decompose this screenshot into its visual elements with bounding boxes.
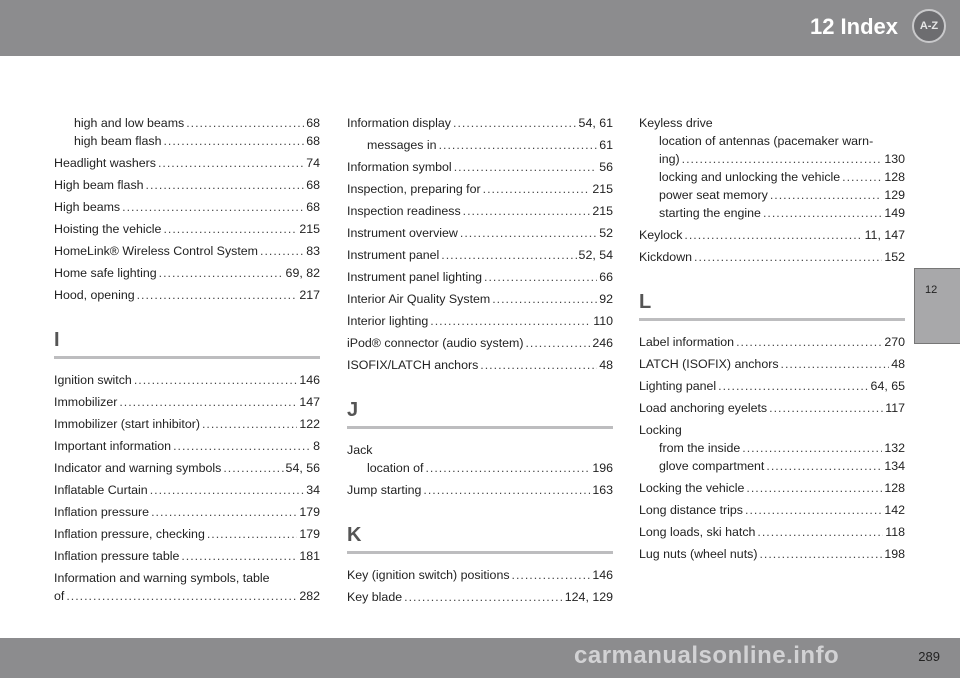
entry-term: Hood, opening bbox=[54, 288, 135, 302]
letter-rule bbox=[347, 426, 613, 429]
leader-dots bbox=[525, 334, 590, 352]
entries-k bbox=[347, 566, 613, 606]
entry-pages: 142 bbox=[884, 503, 905, 517]
entry-term: Inflatable Curtain bbox=[54, 483, 148, 497]
entry-pages: 128 bbox=[884, 481, 905, 495]
entries-k-cont bbox=[639, 168, 905, 266]
leader-dots bbox=[163, 132, 304, 150]
index-entry bbox=[54, 371, 320, 389]
leader-dots bbox=[158, 154, 304, 172]
entry-term: Information symbol bbox=[347, 160, 452, 174]
entry-term: Inspection readiness bbox=[347, 204, 461, 218]
index-entry bbox=[639, 501, 905, 519]
entry-pages: 132 bbox=[884, 441, 905, 455]
entry-pages: 215 bbox=[299, 222, 320, 236]
entry-pages: 282 bbox=[299, 589, 320, 603]
entry-pages: 110 bbox=[593, 314, 613, 328]
entry-term: Long loads, ski hatch bbox=[639, 525, 756, 539]
leader-dots bbox=[453, 114, 577, 132]
leader-dots bbox=[770, 186, 883, 204]
entry-term: high and low beams bbox=[74, 116, 185, 130]
entry-term: Important information bbox=[54, 439, 172, 453]
index-entry bbox=[54, 415, 320, 433]
index-column-1 bbox=[54, 114, 320, 609]
index-entry bbox=[54, 242, 320, 260]
leader-dots bbox=[151, 503, 297, 521]
entry-pages: 163 bbox=[592, 483, 613, 497]
chapter-side-tab[interactable] bbox=[914, 268, 960, 344]
entry-term: Indicator and warning symbols bbox=[54, 461, 222, 475]
entry-pages: 69, 82 bbox=[285, 266, 320, 280]
chapter-tab-label: 12 bbox=[925, 284, 938, 296]
leader-dots bbox=[460, 224, 597, 242]
letter-i: I bbox=[54, 329, 60, 351]
entry-term: high beam flash bbox=[74, 134, 162, 148]
entry-pages: 217 bbox=[299, 288, 320, 302]
index-subentry bbox=[639, 439, 905, 457]
leader-dots bbox=[119, 393, 297, 411]
leader-dots bbox=[430, 312, 591, 330]
leader-dots bbox=[484, 268, 597, 286]
entry-pages: 215 bbox=[592, 182, 613, 196]
index-entry bbox=[347, 180, 613, 198]
entry-term: Lug nuts (wheel nuts) bbox=[639, 547, 758, 561]
entry-term: HomeLink® Wireless Control System bbox=[54, 244, 258, 258]
index-entry bbox=[347, 158, 613, 176]
entry-pages: 246 bbox=[592, 336, 613, 350]
entry-term: Jump starting bbox=[347, 483, 422, 497]
index-subentry bbox=[54, 132, 320, 150]
index-entry bbox=[639, 333, 905, 351]
leader-dots bbox=[769, 399, 883, 417]
entry-pages: 83 bbox=[306, 244, 320, 258]
leader-dots bbox=[441, 246, 576, 264]
entry-pages: 146 bbox=[592, 568, 613, 582]
index-entry-head: Jack bbox=[347, 443, 373, 457]
entry-pages: 215 bbox=[592, 204, 613, 218]
entry-term: ing) bbox=[659, 152, 680, 166]
entry-pages: 52 bbox=[599, 226, 613, 240]
index-entry bbox=[347, 224, 613, 242]
leader-dots bbox=[150, 481, 305, 499]
index-entry bbox=[54, 264, 320, 282]
leader-dots bbox=[163, 220, 297, 238]
entry-term: location of bbox=[367, 461, 424, 475]
entry-term: Keylock bbox=[639, 228, 683, 242]
leader-dots bbox=[186, 114, 304, 132]
index-entry bbox=[639, 479, 905, 497]
index-entry bbox=[347, 356, 613, 374]
letter-rule bbox=[54, 356, 320, 359]
entry-term: iPod® connector (audio system) bbox=[347, 336, 524, 350]
entry-pages: 122 bbox=[299, 417, 320, 431]
letter-heading-l bbox=[639, 288, 905, 321]
leader-dots bbox=[746, 479, 882, 497]
leader-dots bbox=[781, 355, 890, 373]
index-subentry bbox=[347, 136, 613, 154]
entry-term: Inflation pressure bbox=[54, 505, 150, 519]
index-entry bbox=[347, 114, 613, 132]
leader-dots bbox=[757, 523, 883, 541]
leader-dots bbox=[718, 377, 868, 395]
leader-dots bbox=[159, 264, 284, 282]
leader-dots bbox=[439, 136, 598, 154]
leader-dots bbox=[512, 566, 591, 584]
index-subentry bbox=[639, 457, 905, 475]
entry-pages: 181 bbox=[299, 549, 320, 563]
letter-rule bbox=[347, 551, 613, 554]
entry-term: power seat memory bbox=[659, 188, 768, 202]
index-entry bbox=[54, 154, 320, 172]
index-entry bbox=[54, 587, 320, 605]
leader-dots bbox=[260, 242, 304, 260]
index-entry bbox=[639, 355, 905, 373]
watermark: carmanualsonline.info bbox=[574, 642, 840, 669]
index-entry bbox=[54, 481, 320, 499]
leader-dots bbox=[736, 333, 882, 351]
entries-i-cont bbox=[347, 114, 613, 374]
entry-pages: 152 bbox=[884, 250, 905, 264]
entry-pages: 74 bbox=[306, 156, 320, 170]
letter-j: J bbox=[347, 399, 359, 421]
entry-pages: 56 bbox=[599, 160, 613, 174]
entry-pages: 48 bbox=[599, 358, 613, 372]
leader-dots bbox=[134, 371, 297, 389]
entry-pages: 61 bbox=[599, 138, 613, 152]
index-entry bbox=[54, 393, 320, 411]
entry-pages: 54, 61 bbox=[578, 116, 613, 130]
entry-pages: 52, 54 bbox=[578, 248, 613, 262]
a-z-index-icon: A-Z bbox=[912, 9, 946, 43]
entry-pages: 196 bbox=[592, 461, 613, 475]
entry-pages: 146 bbox=[299, 373, 320, 387]
index-entry bbox=[54, 220, 320, 238]
leader-dots bbox=[742, 439, 882, 457]
entry-term: Load anchoring eyelets bbox=[639, 401, 768, 415]
entry-pages: 34 bbox=[306, 483, 320, 497]
entry-term: Kickdown bbox=[639, 250, 693, 264]
leader-dots bbox=[684, 226, 862, 244]
entry-pages: 68 bbox=[306, 200, 320, 214]
entry-pages: 48 bbox=[891, 357, 905, 371]
entry-pages: 147 bbox=[299, 395, 320, 409]
index-entry bbox=[639, 523, 905, 541]
entries-h bbox=[54, 114, 320, 304]
index-subentry bbox=[347, 459, 613, 477]
entry-pages: 118 bbox=[885, 525, 905, 539]
leader-dots bbox=[173, 437, 311, 455]
entry-term: messages in bbox=[367, 138, 437, 152]
entry-term: glove compartment bbox=[659, 459, 765, 473]
entry-pages: 179 bbox=[299, 527, 320, 541]
leader-dots bbox=[492, 290, 597, 308]
entry-pages: 198 bbox=[884, 547, 905, 561]
index-entry-head: Keyless drive bbox=[639, 116, 713, 130]
entry-term: LATCH (ISOFIX) anchors bbox=[639, 357, 779, 371]
entry-term: Interior Air Quality System bbox=[347, 292, 491, 306]
index-entry bbox=[347, 290, 613, 308]
leader-dots bbox=[181, 547, 297, 565]
entry-term: starting the engine bbox=[659, 206, 761, 220]
leader-dots bbox=[745, 501, 882, 519]
index-entry bbox=[54, 176, 320, 194]
entries-l bbox=[639, 333, 905, 417]
entry-pages: 117 bbox=[885, 401, 905, 415]
index-entry bbox=[54, 547, 320, 565]
leader-dots bbox=[842, 168, 882, 186]
entry-term: Information display bbox=[347, 116, 451, 130]
entry-term: locking and unlocking the vehicle bbox=[659, 170, 841, 184]
index-entry bbox=[639, 248, 905, 266]
entry-term: High beams bbox=[54, 200, 121, 214]
letter-l: L bbox=[639, 291, 652, 313]
entry-pages: 11, 147 bbox=[864, 228, 905, 242]
entry-pages: 8 bbox=[313, 439, 320, 453]
index-subentry bbox=[639, 186, 905, 204]
entry-term: Key (ignition switch) positions bbox=[347, 568, 510, 582]
chapter-header-bar bbox=[0, 0, 960, 56]
entry-term: Locking the vehicle bbox=[639, 481, 745, 495]
letter-k: K bbox=[347, 524, 362, 546]
leader-dots bbox=[483, 180, 591, 198]
entry-pages: 134 bbox=[884, 459, 905, 473]
index-entry bbox=[347, 202, 613, 220]
entry-term: from the inside bbox=[659, 441, 741, 455]
letter-heading-j bbox=[347, 396, 613, 429]
entry-pages: 68 bbox=[306, 134, 320, 148]
index-entry bbox=[347, 268, 613, 286]
letter-rule bbox=[639, 318, 905, 321]
index-entry bbox=[54, 525, 320, 543]
leader-dots bbox=[766, 457, 882, 475]
leader-dots bbox=[454, 158, 598, 176]
entries-locking bbox=[639, 439, 905, 563]
index-entry bbox=[639, 399, 905, 417]
entry-term: of bbox=[54, 589, 65, 603]
entries-i bbox=[54, 371, 320, 565]
entry-pages: 128 bbox=[884, 170, 905, 184]
page-number: 289 bbox=[918, 649, 940, 664]
entry-term: ISOFIX/LATCH anchors bbox=[347, 358, 479, 372]
index-entry bbox=[347, 246, 613, 264]
entry-term: Inflation pressure table bbox=[54, 549, 180, 563]
leader-dots bbox=[763, 204, 882, 222]
index-entry bbox=[54, 459, 320, 477]
leader-dots bbox=[694, 248, 882, 266]
entry-term: Inspection, preparing for bbox=[347, 182, 481, 196]
leader-dots bbox=[146, 176, 305, 194]
leader-dots bbox=[682, 150, 883, 168]
entry-term: Ignition switch bbox=[54, 373, 132, 387]
leader-dots bbox=[463, 202, 591, 220]
entry-pages: 129 bbox=[884, 188, 905, 202]
index-subentry-wrapped-head: location of antennas (pacemaker warn- bbox=[659, 134, 874, 148]
index-entry bbox=[54, 286, 320, 304]
index-column-3 bbox=[639, 114, 905, 567]
entry-pages: 124, 129 bbox=[564, 590, 613, 604]
leader-dots bbox=[122, 198, 304, 216]
leader-dots bbox=[759, 545, 882, 563]
index-entry bbox=[347, 312, 613, 330]
index-entry bbox=[347, 566, 613, 584]
index-entry bbox=[639, 377, 905, 395]
entry-pages: 179 bbox=[299, 505, 320, 519]
footer-bar bbox=[0, 638, 960, 678]
leader-dots bbox=[66, 587, 297, 605]
index-entry bbox=[639, 226, 905, 244]
entry-pages: 130 bbox=[884, 152, 905, 166]
entry-pages: 54, 56 bbox=[285, 461, 320, 475]
entry-term: Key blade bbox=[347, 590, 403, 604]
entry-term: Immobilizer (start inhibitor) bbox=[54, 417, 200, 431]
entry-pages: 149 bbox=[884, 206, 905, 220]
index-entry bbox=[639, 545, 905, 563]
leader-dots bbox=[202, 415, 297, 433]
entry-term: Instrument overview bbox=[347, 226, 458, 240]
chapter-title: 12 Index bbox=[809, 14, 898, 39]
entry-pages: 68 bbox=[306, 116, 320, 130]
entry-term: Label information bbox=[639, 335, 735, 349]
entry-term: Immobilizer bbox=[54, 395, 118, 409]
leader-dots bbox=[480, 356, 597, 374]
entry-pages: 64, 65 bbox=[870, 379, 905, 393]
index-subentry bbox=[639, 168, 905, 186]
entry-term: Headlight washers bbox=[54, 156, 156, 170]
leader-dots bbox=[207, 525, 297, 543]
index-subentry bbox=[639, 204, 905, 222]
entry-term: High beam flash bbox=[54, 178, 144, 192]
index-subentry bbox=[54, 114, 320, 132]
entry-pages: 68 bbox=[306, 178, 320, 192]
entry-term: Home safe lighting bbox=[54, 266, 157, 280]
index-entry bbox=[347, 588, 613, 606]
leader-dots bbox=[137, 286, 298, 304]
entry-pages: 66 bbox=[599, 270, 613, 284]
leader-dots bbox=[423, 481, 590, 499]
entry-pages: 270 bbox=[884, 335, 905, 349]
leader-dots bbox=[223, 459, 283, 477]
index-column-2 bbox=[347, 114, 613, 610]
entry-term: Inflation pressure, checking bbox=[54, 527, 205, 541]
index-subentry bbox=[639, 150, 905, 168]
index-entry bbox=[347, 481, 613, 499]
leader-dots bbox=[425, 459, 590, 477]
index-entry bbox=[54, 503, 320, 521]
index-entry bbox=[54, 437, 320, 455]
entry-term: Instrument panel bbox=[347, 248, 440, 262]
entry-term: Lighting panel bbox=[639, 379, 717, 393]
index-entry-head: Locking bbox=[639, 423, 682, 437]
index-entry bbox=[347, 334, 613, 352]
index-entry bbox=[54, 198, 320, 216]
entries-j bbox=[347, 459, 613, 499]
entry-term: Instrument panel lighting bbox=[347, 270, 483, 284]
letter-heading-k bbox=[347, 521, 613, 554]
leader-dots bbox=[404, 588, 563, 606]
letter-heading-i bbox=[54, 326, 320, 359]
entry-term: Long distance trips bbox=[639, 503, 744, 517]
entry-term: Hoisting the vehicle bbox=[54, 222, 162, 236]
entry-term: Interior lighting bbox=[347, 314, 429, 328]
entry-pages: 92 bbox=[599, 292, 613, 306]
index-entry-wrapped-head: Information and warning symbols, table bbox=[54, 571, 270, 585]
